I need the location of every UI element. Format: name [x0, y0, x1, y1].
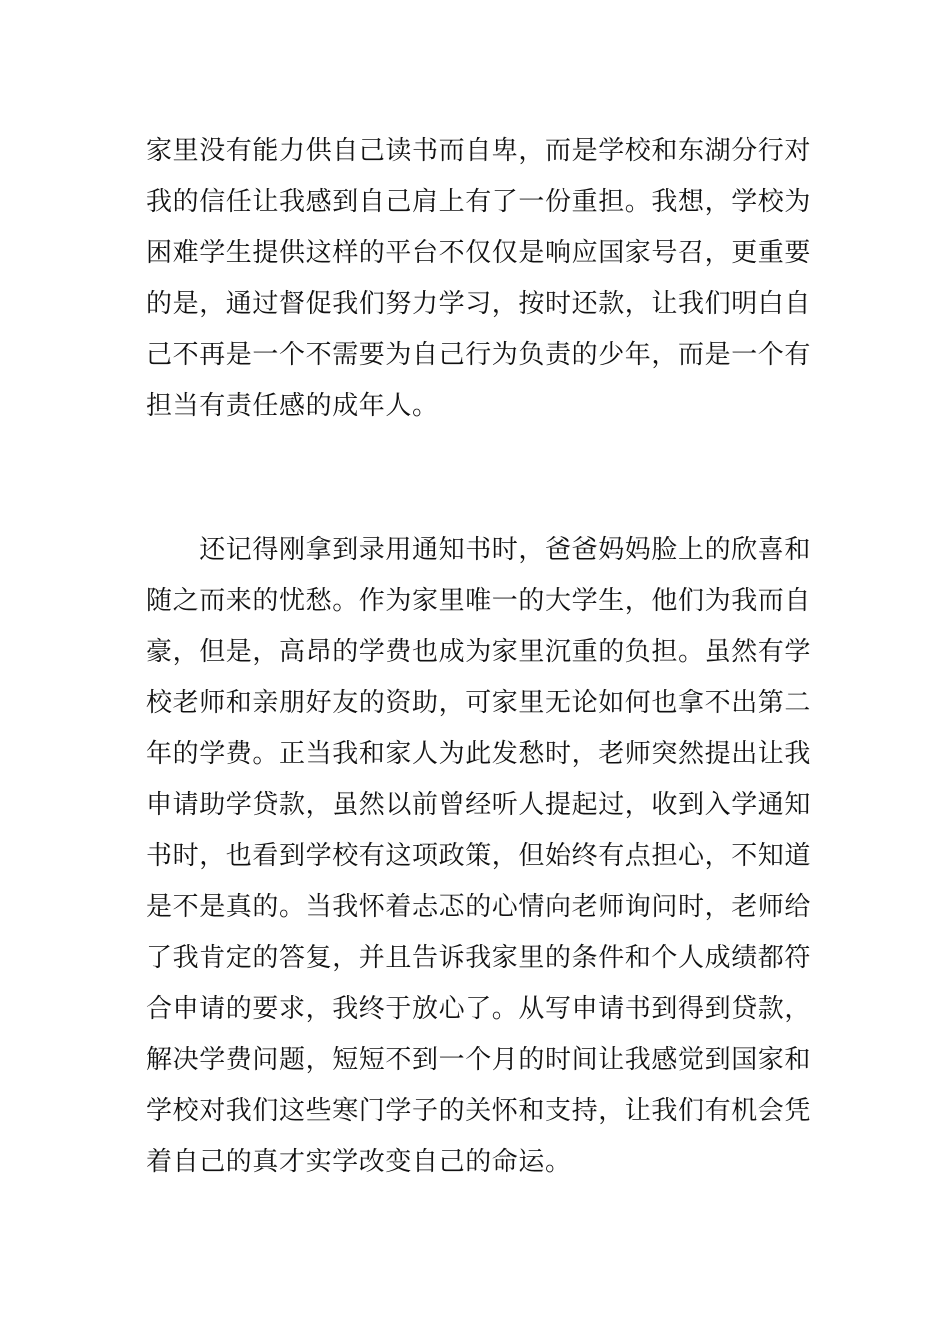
- paragraph-2: [146, 525, 810, 1188]
- paragraph-line: 学校对我们这些寒门学子的关怀和支持，让我们有机会凭: [146, 1096, 812, 1126]
- paragraph-line: 我的信任让我感到自己肩上有了一份重担。我想，学校为: [146, 187, 812, 217]
- paragraph-line: 还记得刚拿到录用通知书时，爸爸妈妈脸上的欣喜和: [146, 535, 812, 565]
- paragraph-line: 申请助学贷款，虽然以前曾经听人提起过，收到入学通知: [146, 790, 812, 820]
- paragraph-line: 合申请的要求，我终于放心了。从写申请书到得到贷款，: [146, 994, 812, 1024]
- paragraph-line: 了我肯定的答复，并且告诉我家里的条件和个人成绩都符: [146, 943, 812, 973]
- paragraph-line: 是不是真的。当我怀着忐忑的心情向老师询问时，老师给: [146, 892, 812, 922]
- paragraph-line: 的是，通过督促我们努力学习，按时还款，让我们明白自: [146, 289, 812, 319]
- paragraph-line: 解决学费问题，短短不到一个月的时间让我感觉到国家和: [146, 1045, 812, 1075]
- paragraph-line: 着自己的真才实学改变自己的命运。: [146, 1147, 572, 1177]
- paragraph-1: [146, 126, 810, 432]
- paragraph-line: 校老师和亲朋好友的资助，可家里无论如何也拿不出第二: [146, 688, 812, 718]
- paragraph-line: 随之而来的忧愁。作为家里唯一的大学生，他们为我而自: [146, 586, 812, 616]
- paragraph-line: 己不再是一个不需要为自己行为负责的少年，而是一个有: [146, 340, 812, 370]
- paragraph-line: 困难学生提供这样的平台不仅仅是响应国家号召，更重要: [146, 238, 812, 268]
- paragraph-line: 书时，也看到学校有这项政策，但始终有点担心，不知道: [146, 841, 812, 871]
- paragraph-line: 家里没有能力供自己读书而自卑，而是学校和东湖分行对: [146, 136, 812, 166]
- paragraph-line: 年的学费。正当我和家人为此发愁时，老师突然提出让我: [146, 739, 812, 769]
- paragraph-line: 豪，但是，高昂的学费也成为家里沉重的负担。虽然有学: [146, 637, 812, 667]
- paragraph-line: 担当有责任感的成年人。: [146, 391, 439, 421]
